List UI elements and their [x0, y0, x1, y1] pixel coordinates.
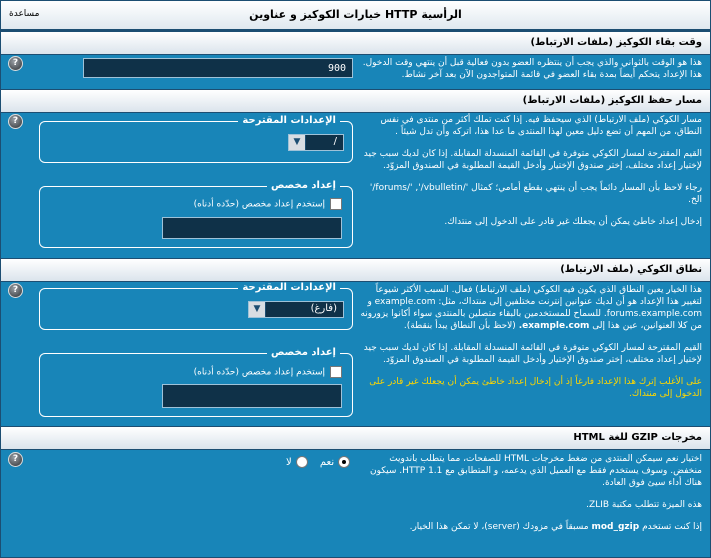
path-example: '/forums/' ,'/vbulletin/' — [369, 183, 469, 193]
help-icon[interactable]: ? — [8, 56, 23, 71]
panel-title: خيارات الكوكيز و عناوين HTTP الرأسية — [249, 8, 462, 21]
gzip-radio-group — [286, 456, 353, 468]
gzip-description — [357, 453, 702, 543]
custom-setting-checkbox-row[interactable] — [194, 198, 342, 210]
description-text: هذه الميزة تتطلب مكتبة ZLIB. — [586, 500, 702, 510]
suggested-settings-group — [39, 115, 353, 163]
gzip-yes-option[interactable]: نعم — [320, 457, 353, 468]
chevron-down-icon: ▼ — [249, 302, 266, 317]
description-text: اختيار نعم سيمكن المنتدى من ضغط مخرجات HTML للصفحات، مما يتطلب باندويث منخفض. وسوف يستخدم فقط مع العميل الذي يدعمه، و المتطابق مع HTTP 1.1. سيكون هناك أداء سيئ فوق العادة. — [369, 454, 702, 488]
custom-setting-checkbox-row[interactable] — [194, 366, 342, 378]
cookie-domain-select[interactable] — [248, 301, 344, 318]
suggested-settings-group — [39, 282, 353, 330]
radio-yes[interactable] — [338, 456, 350, 468]
description-text: إذا كنت تستخدم mod_gzip مسبقاً في مزودك (server)، لا تمكن هذا الخيار. — [409, 522, 702, 532]
group-legend: إعداد مخصص — [267, 347, 340, 358]
section-title: نطاق الكوكي (ملف الارتباط) — [560, 264, 702, 275]
section-header-cookie-path — [1, 89, 710, 113]
custom-setting-checkbox[interactable] — [330, 198, 342, 210]
selected-value: (فارغ) — [310, 303, 337, 314]
description-text: إدخال إعداد خاطئ يمكن أن يجعلك غير قادر على الدخول إلى منتداك. — [444, 217, 702, 227]
cookie-path-select[interactable] — [288, 134, 344, 151]
custom-path-input[interactable] — [162, 217, 342, 239]
warning-text: على الأغلب إترك هذا الإعداد فارغاً إذ أن إدخال إعداد خاطئ يمكن أن يجعلك غير قادر على الدخول إلى منتداك. — [369, 377, 702, 399]
group-legend: الإعدادات المقترحة — [238, 282, 340, 293]
section-header-cookie-timeout — [1, 31, 710, 55]
checkbox-label: إستخدم إعداد مخصص (حدّده أدناه) — [193, 199, 325, 210]
description-text: هذا الخيار يعين النطاق الذي يكون فيه الكوكي (ملف الارتباط) فعال. السبب الأكثر شيوعاً لتغيير هذا الإعداد هو أن لديك عنوانين إنترنت مختلفين إلى منتداك، مثل: example.com و forums.example.com. للسماح للمستخدمين بالبقاء متصلين بالمنتدى سواء أكانوا يزورونه من كلا العنوانين، عين هذا إلى .example.com (لاحظ بأن النطاق يبدأ بنقطة). — [360, 285, 702, 331]
cookie-path-description — [357, 114, 702, 238]
custom-setting-checkbox[interactable] — [330, 366, 342, 378]
custom-setting-group — [39, 347, 353, 417]
custom-setting-group — [39, 180, 353, 248]
help-icon[interactable]: ? — [8, 114, 23, 129]
description-text: رجاء لاحظ بأن المسار دائماً يجب أن ينتهي بقطع أمامي؛ كمثال '/forums/' ,'/vbulletin/' الخ. — [369, 183, 702, 205]
radio-no[interactable] — [296, 456, 308, 468]
cookie-domain-description — [357, 284, 702, 410]
description-text: مسار الكوكي (ملف الارتباط) الذي سيحفظ فيه. إذا كنت تملك أكثر من منتدى في نفس النطاق، من المهم أن تضع دليل معين لهذا المنتدى ما عدا هذا، اتركه وأن تدل شيئاً . — [380, 115, 702, 137]
group-legend: الإعدادات المقترحة — [238, 115, 340, 126]
cookie-timeout-description — [352, 57, 702, 91]
section-title: مسار حفظ الكوكيز (ملفات الارتباط) — [522, 95, 702, 106]
help-link[interactable]: مساعدة — [9, 9, 40, 19]
help-icon[interactable]: ? — [8, 283, 23, 298]
group-legend: إعداد مخصص — [267, 180, 340, 191]
description-text: القيم المقترحة لمسار الكوكي متوفرة في القائمة المنسدلة المقابلة. إذا كان لديك سبب جيد لإختيار إعداد مختلف، إختر صندوق الإختيار وأدخل القيمة المطلوبة في الصندوق المزوّد. — [363, 343, 702, 365]
chevron-down-icon: ▼ — [289, 135, 306, 150]
section-title: وقت بقاء الكوكيز (ملفات الارتباط) — [530, 37, 702, 48]
description-text: هذا هو الوقت بالثواني والذي يجب أن ينتظره العضو بدون فعالية قبل أن ينتهي وقت الدخول. هذا الإعداد يتحكم أيضاً بمدة بقاء العضو في قائمة المتواجدون الآن بعد آخر نشاط. — [362, 58, 702, 80]
cookie-timeout-input[interactable] — [83, 58, 353, 78]
panel-header — [1, 1, 710, 31]
selected-value: / — [333, 136, 337, 147]
custom-domain-input[interactable] — [162, 384, 342, 408]
checkbox-label: إستخدم إعداد مخصص (حدّده أدناه) — [193, 367, 325, 378]
help-icon[interactable]: ? — [8, 452, 23, 467]
section-header-gzip — [1, 426, 710, 450]
gzip-no-option[interactable]: لا — [286, 457, 311, 468]
section-title: مخرجات GZIP للغة HTML — [573, 432, 702, 443]
description-text: القيم المقترحة لمسار الكوكي متوفرة في القائمة المنسدلة المقابلة. إذا كان لديك سبب جيد لإختيار إعداد مختلف، إختر صندوق الإختيار وأدخل القيمة المطلوبة في الصندوق المزوّد. — [363, 149, 702, 171]
section-header-cookie-domain — [1, 258, 710, 282]
